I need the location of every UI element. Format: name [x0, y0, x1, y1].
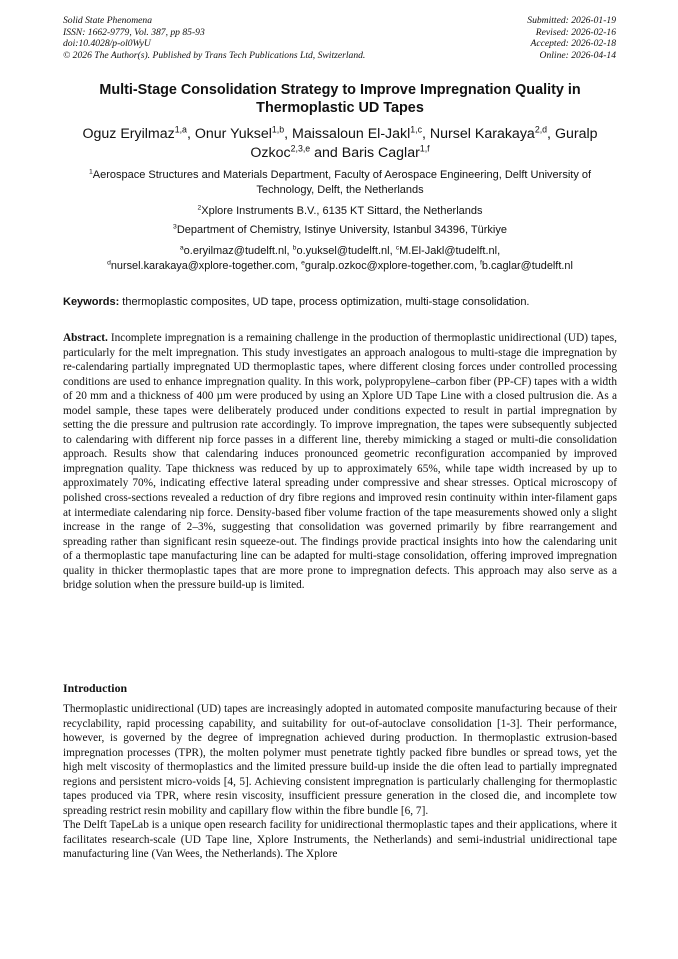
abstract — [63, 331, 617, 593]
email-link[interactable]: b.caglar@tudelft.nl — [481, 260, 573, 272]
doi[interactable]: doi:10.4028/p-ol0WyU — [63, 38, 151, 50]
author: Baris Caglar$^{1,f}$ — [341, 143, 430, 161]
journal-name: Solid State Phenomena — [63, 15, 152, 26]
submitted-date: Submitted: 2026-01-19 — [527, 15, 616, 26]
email-line-1: $^a$o.eryilmaz@tudelft.nl, $^b$o.yuksel@tudelft.nl, $^c$M.El-Jakl@tudelft.nl, — [179, 244, 501, 257]
author: Oguz Eryilmaz$^{1,a}$, — [82, 124, 195, 142]
paragraph: Thermoplastic unidirectional (UD) tapes are increasingly adopted in automated composite manufacturing because of their recyclability, rapid processing capability, and suitability for out-of-autoclave consolidation [1-3]. Their performance, however, is governed by the degree of impregnation achieved during production. In thermoplastic extrusion-based impregnation processes (TPR), the molten polymer must penetrate tightly packed fibre bundles or spread tows, yet the high melt viscosity of thermoplastics and the limited pressure build-up inside the die often lead to partially impregnated regions and persistent micro-voids [4, 5]. Achieving consistent impregnation is particularly challenging for thermoplastic tapes produced via TPR, where resin viscosity, insufficient pressure generation in the closed die, and incomplete tow spreading restrict resin mobility and capillary flow within the fibre bundle [6, 7]. — [63, 703, 617, 817]
author: Guralp Ozkoc$^{2,3,e}$ and — [250, 126, 598, 161]
author: Onur Yuksel$^{1,b}$, — [194, 124, 292, 142]
accepted-date: Accepted: 2026-02-18 — [530, 38, 616, 50]
copyright-notice: © 2026 The Author(s). Published by Trans Tech Publications Ltd, Switzerland. — [63, 49, 366, 61]
keywords — [63, 295, 617, 309]
publication-dates — [527, 15, 616, 61]
author: Nursel Karakaya$^{2,d}$, — [429, 124, 555, 142]
author-list — [63, 125, 617, 163]
affiliation-1: $^1$Aerospace Structures and Materials Department, Faculty of Aerospace Engineering, Delft University of Technology, Delft, the Netherlands — [88, 168, 592, 196]
revised-date: Revised: 2026-02-16 — [535, 26, 616, 38]
introduction-body — [63, 702, 617, 862]
paragraph: The Delft TapeLab is a unique open research facility for unidirectional thermoplastic tapes and their applications, where it facilitates research-scale (UD Tape line, Xplore Instruments, the Netherlands) and semi-industrial unidirectional tape manufacturing line (Van Wees, the Netherlands). The Xplore — [63, 819, 617, 861]
publication-info — [63, 15, 365, 61]
affiliation-3: $^3$Department of Chemistry, Istinye University, Istanbul 34396, Türkiye — [173, 223, 507, 236]
online-date: Online: 2026-04-14 — [539, 49, 616, 61]
affiliation-2: $^2$Xplore Instruments B.V., 6135 KT Sittard, the Netherlands — [197, 204, 483, 217]
email-link[interactable]: o.yuksel@tudelft.nl, — [296, 245, 396, 257]
author: Maissaloun El-Jakl$^{1,c}$, — [292, 124, 430, 142]
email-link[interactable]: nursel.karakaya@xplore-together.com, — [110, 260, 302, 272]
keywords-text: thermoplastic composites, UD tape, process optimization, multi-stage consolidation. — [119, 296, 530, 308]
issn-volume: ISSN: 1662-9779, Vol. 387, pp 85-93 — [63, 26, 205, 38]
email-line-2: $^d$nursel.karakaya@xplore-together.com, $^e$guralp.ozkoc@xplore-together.com, $^f$b.caglar@tudelft.nl — [107, 259, 573, 272]
abstract-label: Abstract. — [63, 332, 108, 344]
keywords-label: Keywords: — [63, 296, 120, 308]
email-link[interactable]: M.El-Jakl@tudelft.nl, — [399, 245, 501, 257]
section-heading-introduction: Introduction — [63, 681, 128, 695]
email-link[interactable]: guralp.ozkoc@xplore-together.com, — [304, 260, 480, 272]
paper-title: Multi-Stage Consolidation Strategy to Improve Impregnation Quality in Thermoplastic UD Tapes — [99, 82, 581, 116]
email-link[interactable]: o.eryilmaz@tudelft.nl, — [183, 245, 293, 257]
abstract-text: Incomplete impregnation is a remaining challenge in the production of thermoplastic unidirectional (UD) tapes, particularly for the melt impregnation. This study investigates an approach analogous to multi-stage die impregnation by re-calendaring partially impregnated UD thermoplastic tapes, where different closing forces under controlled processing conditions are used to enhance impregnation quality. In this work, polypropylene–carbon fiber (PP-CF) tapes with a width of 20 mm and a thickness of 400 µm were produced by using an Xplore UD Tape Line with a closed pultrusion die. As a model sample, these tapes were deliberately produced under conditions expected to result in partial impregnation by setting the die pressure and pultrusion rate accordingly. To improve impregnation, the tapes were subsequently subjected to calendaring with different nip force passes in a different line, thereby mimicking a staged or multi-die consolidation approach. Results show that calendaring induces pronounced geometric reconfiguration accompanied by improved impregnation quality. Tape thickness was reduced by up to approximately 65%, while tape width increased by up to approximately 70%, indicating effective lateral spreading under compressive and shear stresses. Optical microscopy of polished cross-sections revealed a reduction of dry fibre regions and improved resin continuity within inter-filament gaps at intermediate calendaring nip force. Density-based fiber volume fraction of the tape measurements showed only a slight increase in the range of 2–3%, suggesting that consolidation was governed primarily by fibre rearrangement and spreading rather than significant resin squeeze-out. The findings provide practical insights into how the calendaring unit of a thermoplastic tape manufacturing line can be adapted for multi-stage consolidation, offering improved impregnation quality in thicker thermoplastic tapes that are more prone to impregnation defects. This approach may also serve as a bridge solution when the pressure build-up is limited. — [63, 332, 617, 592]
